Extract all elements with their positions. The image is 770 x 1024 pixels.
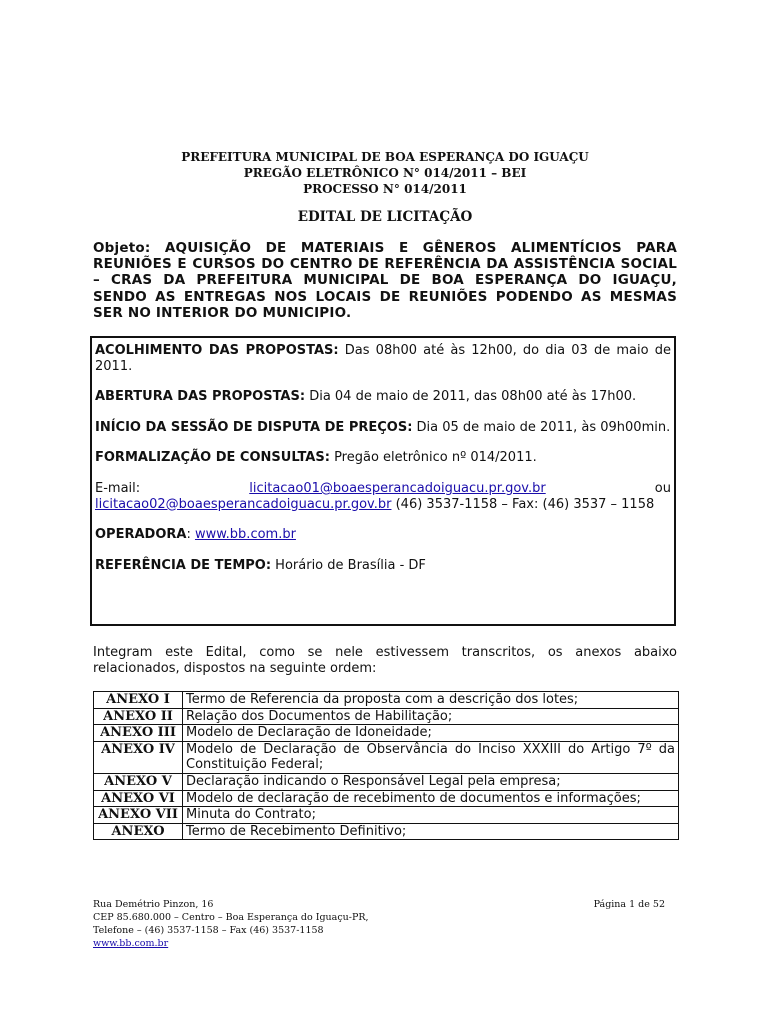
table-row <box>94 741 679 773</box>
header-line-processo: PROCESSO N° 014/2011 <box>303 182 467 196</box>
anexo-label: ANEXO I <box>94 692 183 709</box>
referencia-label: REFERÊNCIA DE TEMPO: <box>95 557 272 573</box>
abertura-paragraph <box>95 389 671 405</box>
document-header <box>93 149 677 197</box>
table-row <box>94 823 679 840</box>
footer-phone-line: Telefone – (46) 3537-1158 – Fax (46) 3537-1158 <box>93 925 324 936</box>
anexo-description: Minuta do Contrato; <box>183 807 679 824</box>
anexo-description: Declaração indicando o Responsável Legal pela empresa; <box>183 773 679 790</box>
operadora-colon: : <box>186 527 195 543</box>
anexo-label: ANEXO II <box>94 708 183 725</box>
table-row <box>94 708 679 725</box>
acolhimento-paragraph <box>95 343 671 374</box>
email-row <box>95 481 671 497</box>
referencia-paragraph <box>95 558 671 574</box>
email-label: E-mail: <box>95 480 141 496</box>
edital-title: EDITAL DE LICITAÇÃO <box>297 209 473 225</box>
anexo-label: ANEXO III <box>94 725 183 742</box>
table-row <box>94 773 679 790</box>
anexo-label: ANEXO VII <box>94 807 183 824</box>
anexo-description: Termo de Referencia da proposta com a descrição dos lotes; <box>183 692 679 709</box>
footer-address-line-2: CEP 85.680.000 – Centro – Boa Esperança do Iguaçu-PR, <box>93 912 369 923</box>
anexo-label: ANEXO IV <box>94 741 183 773</box>
formalizacao-label: FORMALIZAÇÃO DE CONSULTAS: <box>95 450 330 466</box>
operadora-label: OPERADORA <box>95 527 187 543</box>
inicio-label: INÍCIO DA SESSÃO DE DISPUTA DE PREÇOS: <box>95 419 413 435</box>
anexo-description: Modelo de Declaração de Observância do Inciso XXXIII do Artigo 7º da Constituição Federal; <box>183 741 679 773</box>
email-line-2 <box>95 497 671 513</box>
inicio-paragraph <box>95 420 671 436</box>
operadora-paragraph <box>95 527 671 543</box>
page-footer <box>93 898 665 950</box>
phone-fax-text: (46) 3537-1158 – Fax: (46) 3537 – 1158 <box>391 496 655 512</box>
operadora-link[interactable]: www.bb.com.br <box>194 527 296 543</box>
objeto-paragraph: Objeto: AQUISIÇÃO DE MATERIAIS E GÊNEROS ALIMENTÍCIOS PARA REUNIÕES E CURSOS DO CENTRO DE REFERÊNCIA DA ASSISTÊNCIA SOCIAL – CRAS DA PREFEITURA MUNICIPAL DE BOA ESPERANÇA DO IGUAÇU, SENDO AS ENTREGAS NOS LOCAIS DE REUNIÕES PODENDO AS MESMAS SER NO INTERIOR DO MUNICIPIO. <box>93 240 677 321</box>
formalizacao-paragraph <box>95 450 671 466</box>
info-box <box>90 336 676 626</box>
formalizacao-text: Pregão eletrônico nº 014/2011. <box>329 450 537 466</box>
anexo-label: ANEXO <box>94 823 183 840</box>
email-paragraph <box>95 481 671 512</box>
email-link-2[interactable]: licitacao02@boaesperancadoiguacu.pr.gov.br <box>95 496 392 512</box>
email-link-1[interactable]: licitacao01@boaesperancadoiguacu.pr.gov.br <box>249 480 546 496</box>
anexo-description: Modelo de Declaração de Idoneidade; <box>183 725 679 742</box>
integram-paragraph: Integram este Edital, como se nele estivessem transcritos, os anexos abaixo relacionados, dispostos na seguinte ordem: <box>93 645 677 676</box>
abertura-text: Dia 04 de maio de 2011, das 08h00 até às 17h00. <box>305 389 637 405</box>
anexo-label: ANEXO VI <box>94 790 183 807</box>
anexo-label: ANEXO V <box>94 773 183 790</box>
header-line-prefeitura: PREFEITURA MUNICIPAL DE BOA ESPERANÇA DO IGUAÇU <box>181 150 589 164</box>
inicio-text: Dia 05 de maio de 2011, às 09h00min. <box>412 419 671 435</box>
email-ou: ou <box>654 480 671 496</box>
page-number: Página 1 de 52 <box>593 899 665 910</box>
anexos-table <box>93 691 679 840</box>
table-row <box>94 692 679 709</box>
table-row <box>94 790 679 807</box>
referencia-text: Horário de Brasília - DF <box>271 557 426 573</box>
anexo-description: Modelo de declaração de recebimento de documentos e informações; <box>183 790 679 807</box>
acolhimento-label: ACOLHIMENTO DAS PROPOSTAS: <box>95 343 339 358</box>
footer-link[interactable]: www.bb.com.br <box>93 938 169 949</box>
acolhimento-text: Das 08h00 até às 12h00, do dia 03 de maio de 2011. <box>95 343 671 374</box>
table-row <box>94 725 679 742</box>
anexo-description: Relação dos Documentos de Habilitação; <box>183 708 679 725</box>
table-row <box>94 807 679 824</box>
anexo-description: Termo de Recebimento Definitivo; <box>183 823 679 840</box>
header-line-pregao: PREGÃO ELETRÔNICO N° 014/2011 – BEI <box>243 166 527 180</box>
footer-address-line-1: Rua Demétrio Pinzon, 16 <box>93 899 214 910</box>
abertura-label: ABERTURA DAS PROPOSTAS: <box>95 389 306 405</box>
